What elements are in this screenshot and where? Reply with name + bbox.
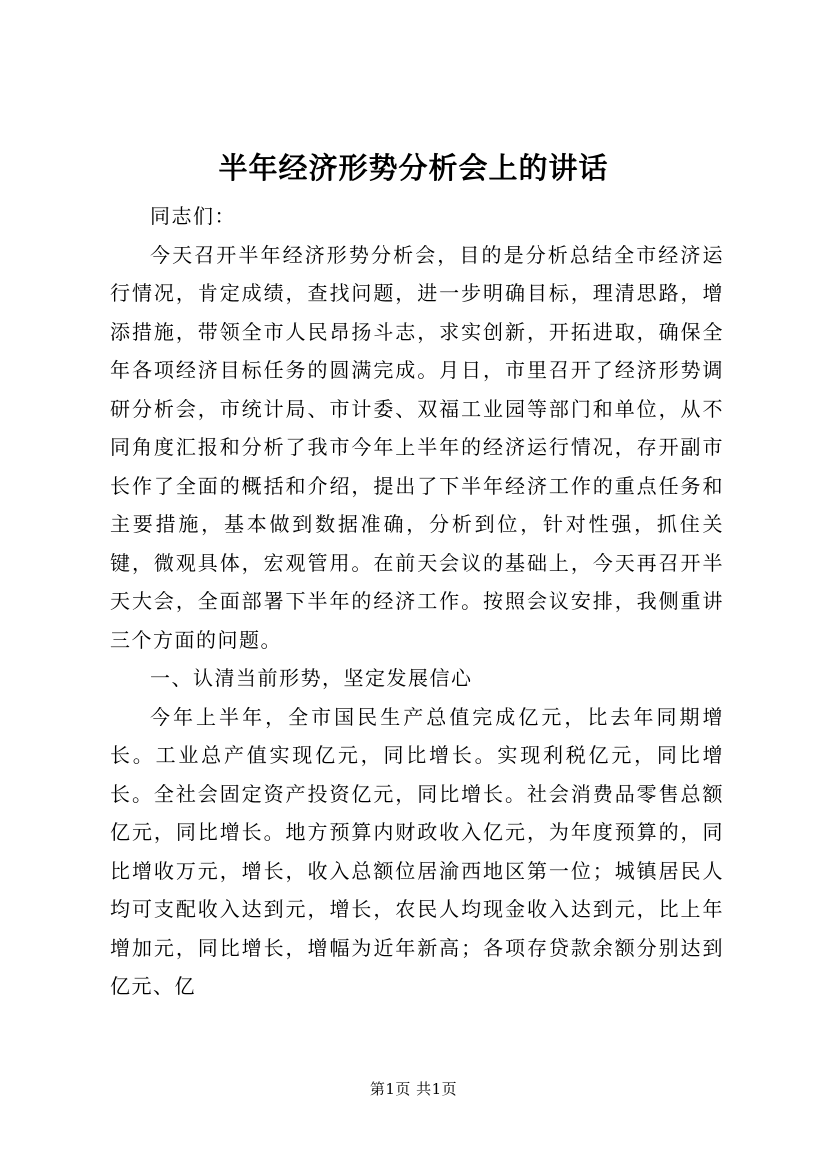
section-heading: 一、认清当前形势，坚定发展信心 (150, 666, 473, 690)
intro-paragraph: 今天召开半年经济形势分析会，目的是分析总结全市经济运行情况，肯定成绩，查找问题，进一步明确目标，理清思路，增添措施，带领全市人民昂扬斗志，求实创新，开拓进取，确保全年各项经济目标任务的圆满完成。月日，市里召开了经济形势调研分析会，市统计局、市计委、双福工业园等部门和单位，从不同角度汇报和分析了我市今年上半年的经济运行情况，存开副市长作了全面的概括和介绍，提出了下半年经济工作的重点任务和主要措施，基本做到数据准确，分析到位，针对性强，抓住关键，微观具体，宏观管用。在前天会议的基础上，今天再召开半天大会，全面部署下半年的经济工作。按照会议安排，我侧重讲三个方面的问题。 (110, 242, 724, 652)
section-paragraph: 今年上半年，全市国民生产总值完成亿元，比去年同期增长。工业总产值实现亿元，同比增长。实现利税亿元，同比增长。全社会固定资产投资亿元，同比增长。社会消费品零售总额亿元，同比增长。地方预算内财政收入亿元，为年度预算的，同比增收万元，增长，收入总额位居渝西地区第一位；城镇居民人均可支配收入达到元，增长，农民人均现金收入达到元，比上年增加元，同比增长，增幅为近年新高；各项存贷款余额分别达到亿元、亿 (110, 704, 724, 998)
page-footer: 第1页 共1页 (369, 1080, 458, 1098)
document-title: 半年经济形势分析会上的讲话 (218, 151, 609, 185)
document-body (110, 197, 724, 1006)
salutation-paragraph: 同志们： (150, 204, 236, 228)
